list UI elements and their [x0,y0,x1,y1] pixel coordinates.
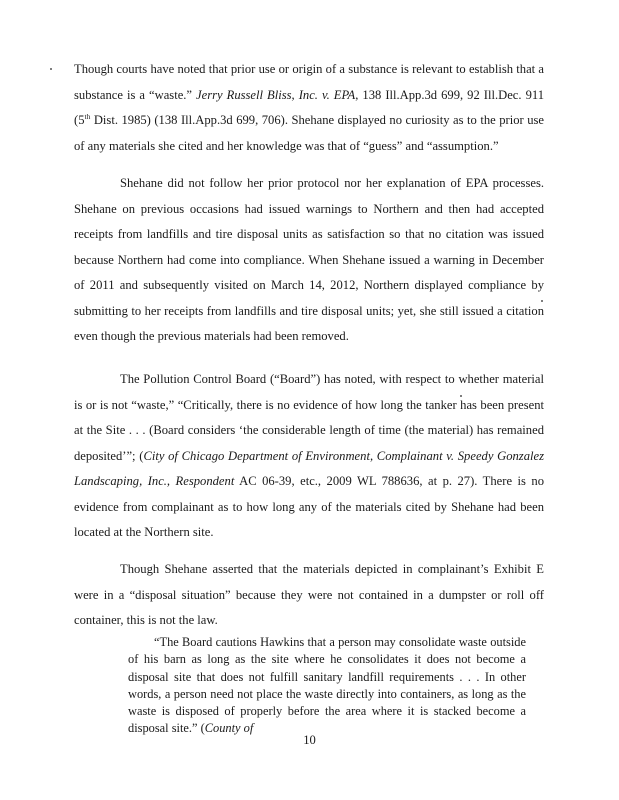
case-citation-speedy-gonzalez: City of Chicago Department of Environment, Complainant v. Speedy Gonzalez Landscaping, Inc., Respondent [74,448,544,488]
ordinal-superscript: th [84,111,91,121]
paragraph-2: Shehane did not follow her prior protocol nor her explanation of EPA processes. Shehane on previous occasions had issued warnings to Northern and then had accepted receipts from landfills and tire disposal units as satisfaction so that no citation was issued because Northern had come into compliance. When Shehane issued a warning in December of 2011 and subsequently visited on March 14, 2012, Northern displayed compliance by submitting to her receipts from landfills and tire disposal units; yet, she still issued a citation even though the previous materials had been removed. [74,176,544,343]
paragraph-3 [74,367,544,546]
paragraph-1-text-b: , 138 Ill.App.3d 699, 92 Ill.Dec. 911 (5 [74,87,544,127]
scan-speck [460,395,462,397]
case-citation-bliss: Jerry Russell Bliss, Inc. v. EPA [196,87,356,102]
block-quote [128,634,526,738]
scan-speck [541,300,543,302]
case-citation-county: County of [204,721,254,736]
paragraph-1-text-a: Though courts have noted that prior use or origin of a substance is relevant to establish that a substance is a “waste.” [74,62,544,102]
scan-speck [50,68,52,70]
block-quote-text: “The Board cautions Hawkins that a person may consolidate waste outside of his barn as long as the site where he consolidates it does not become a disposal site that does not fulfill sanitary landfill requirements . . . In other words, a person need not place the waste directly into containers, as long as the waste is disposed of properly before the area where it is stacked become a disposal site.” ( [128,635,526,736]
paragraph-3-text-b: AC 06-39, etc., 2009 WL 788636, at p. 27). There is no evidence from complainant as to how long any of the materials cited by Shehane had been located at the Northern site. [74,474,545,539]
paragraph-1-text-c: Dist. 1985) (138 Ill.App.3d 699, 706). Shehane displayed no curiosity as to the prior use of any materials she cited and her knowledge was that of “guess” and “assumption.” [74,113,544,153]
page-number: 10 [303,733,316,747]
paragraph-4: Though Shehane asserted that the materials depicted in complainant’s Exhibit E were in a “disposal situation” because they were not contained in a dumpster or roll off container, this is not the law. [74,562,544,627]
paragraph-3-text-a: The Pollution Control Board (“Board”) has noted, with respect to whether material is or is not “waste,” “Critically, there is no evidence of how long the tanker has been present at the Site . . . (Board considers ‘the considerable length of time (the material) has remained deposited’”; ( [74,372,544,463]
paragraph-1 [74,57,544,159]
